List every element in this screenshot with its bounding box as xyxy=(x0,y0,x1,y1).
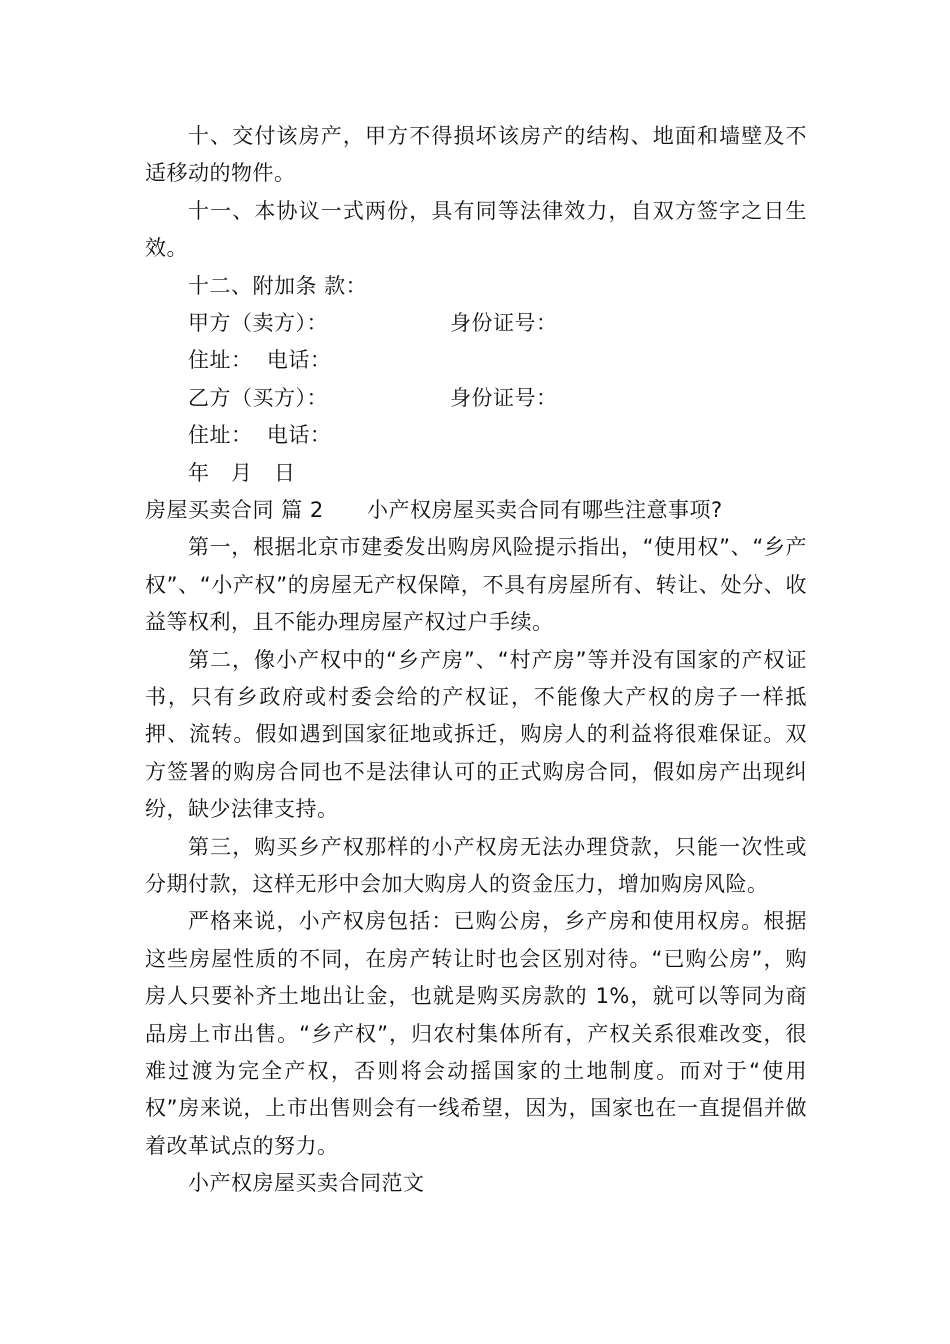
clause-12: 十二、附加条 款： xyxy=(188,273,368,298)
party-a-address: 住址： 电话： xyxy=(188,348,332,373)
paragraph-5: 小产权房屋买卖合同范文 xyxy=(188,1171,425,1196)
paragraph-3: 第三，购买乡产权那样的小产权房无法办理贷款，只能一次性或分期付款，这样无形中会加大购房人的资金压力，增加购房风险。 xyxy=(145,834,807,897)
party-a-row xyxy=(145,305,807,342)
clause-11: 十一、本协议一式两份，具有同等法律效力，自双方签字之日生效。 xyxy=(145,198,807,261)
party-b-label: 乙方（买方）： xyxy=(188,385,328,410)
section-2-title-row xyxy=(145,492,807,529)
paragraph-2: 第二，像小产权中的“乡产房”、“村产房”等并没有国家的产权证书，只有乡政府或村委会给的产权证，不能像大产权的房子一样抵押、流转。假如遇到国家征地或拆迁，购房人的利益将很难保证。双方签署的购房合同也不是法律认可的正式购房合同，假如房产出现纠纷，缺少法律支持。 xyxy=(145,647,807,822)
party-a-label: 甲方（卖方）： xyxy=(188,311,328,336)
paragraph-4: 严格来说，小产权房包括：已购公房，乡产房和使用权房。根据这些房屋性质的不同，在房产转让时也会区别对待。“已购公房”，购房人只要补齐土地出让金，也就是购买房款的 1%，就可以等同为商品房上市出售。“乡产权”，归农村集体所有，产权关系很难改变，很难过渡为完全产权，否则将会动摇国家的土地制度。而对于“使用权”房来说，上市出售则会有一线希望，因为，国家也在一直提倡并做着改革试点的努力。 xyxy=(145,909,807,1158)
party-b-address: 住址： 电话： xyxy=(188,423,332,448)
party-a-id-label: 身份证号： xyxy=(450,311,558,336)
party-b-id-label: 身份证号： xyxy=(450,385,558,410)
section-2-subtitle: 小产权房屋买卖合同有哪些注意事项? xyxy=(367,497,723,522)
date-line: 年 月 日 xyxy=(188,460,296,485)
clause-10: 十、交付该房产，甲方不得损坏该房产的结构、地面和墙壁及不适移动的物件。 xyxy=(145,124,807,186)
section-2-heading: 房屋买卖合同 篇 2 xyxy=(145,497,324,522)
document-body xyxy=(145,118,807,1203)
party-b-row xyxy=(145,380,807,417)
paragraph-1: 第一，根据北京市建委发出购房风险提示指出，“使用权”、“乡产权”、“小产权”的房屋无产权保障，不具有房屋所有、转让、处分、收益等权利，且不能办理房屋产权过户手续。 xyxy=(145,535,807,635)
